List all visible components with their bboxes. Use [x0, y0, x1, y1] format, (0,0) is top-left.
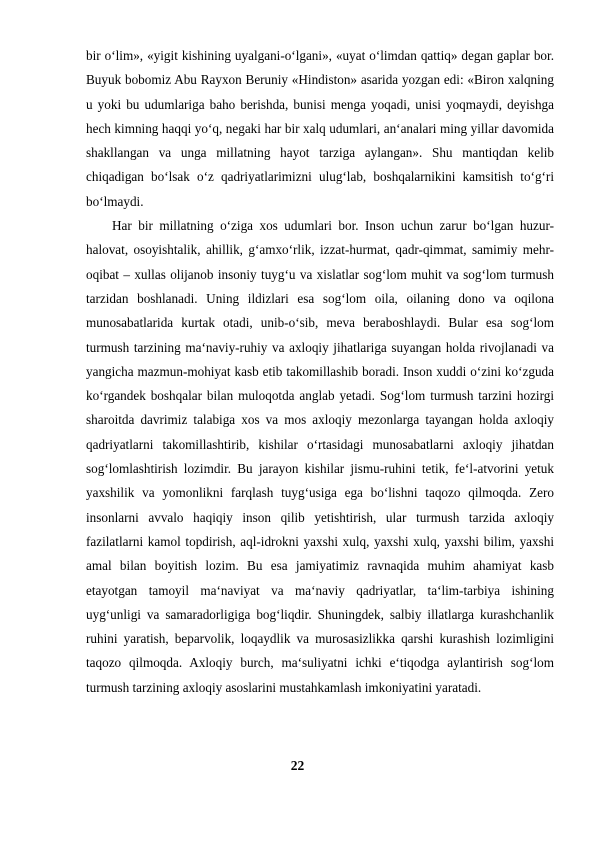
- body-text: [86, 44, 554, 700]
- paragraph-1: bir o‘lim», «yigit kishining uyalgani-o‘lgani», «uyat o‘limdan qattiq» degan gaplar bor. Buyuk bobomiz Abu Rayxon Beruniy «Hindiston» asarida yozgan edi: «Biron xalqning u yoki bu udumlariga baho berishda, bunisi menga yoqadi, unisi yoqmaydi, deyishga hech kimning haqqi yo‘q, negaki har bir xalq udumlari, an‘analari ming yillar davomida shakllangan va unga millatning hayot tarziga aylangan». Shu mantiqdan kelib chiqadigan bo‘lsak o‘z qadriyatlarimizni ulug‘lab, boshqalarnikini kamsitish to‘g‘ri bo‘lmaydi.: [86, 48, 554, 209]
- page-number: 22: [290, 758, 305, 773]
- paragraph-2: Har bir millatning o‘ziga xos udumlari bor. Inson uchun zarur bo‘lgan huzur-halovat, osoyishtalik, ahillik, g‘amxo‘rlik, izzat-hurmat, qadr-qimmat, samimiy mehr-oqibat – xullas olijanob insoniy tuyg‘u va xislatlar sog‘lom muhit va sog‘lom turmush tarzidan boshlanadi. Uning ildizlari esa sog‘lom oila, oilaning dono va oqilona munosabatlarida kurtak otadi, unib-o‘sib, meva beraboshlaydi. Bular esa sog‘lom turmush tarzining ma‘naviy-ruhiy va axloqiy jihatlariga suyangan holda rivojlanadi va yangicha mazmun-mohiyat kasb etib takomillashib boradi. Inson xuddi o‘zini ko‘zguda ko‘rgandek boshqalar bilan muloqotda anglab yetadi. Sog‘lom turmush tarzini hozirgi sharoitda davrimiz talabiga xos va mos axloqiy mezonlarga tayangan holda axloqiy qadriyatlarni takomillashtirib, kishilar o‘rtasidagi munosabatlarni axloqiy jihatdan sog‘lomlashtirish lozimdir. Bu jarayon kishilar jismu-ruhini tetik, fe‘l-atvorini yetuk yaxshilik va yomonlikni farqlash tuyg‘usiga ega bo‘lishni taqozo qilmoqda. Zero insonlarni avvalo haqiqiy inson qilib yetishtirish, ular turmush tarzida axloqiy fazilatlarni kamol topdirish, aql-idrokni yaxshi xulq, yaxshi xulq, yaxshi bilim, yaxshi amal bilan boyitish lozim. Bu esa jamiyatimiz ravnaqida muhim ahamiyat kasb etayotgan tamoyil ma‘naviyat va ma‘naviy qadriyatlar, ta‘lim-tarbiya ishining uyg‘unligi va samaradorligiga bog‘liqdir. Shuningdek, salbiy illatlarga kurashchanlik ruhini yaratish, beparvolik, loqaydlik va murosasizlikka qarshi kurashish lozimligini taqozo qilmoqda. Axloqiy burch, ma‘suliyatni ichki e‘tiqodga aylantirish sog‘lom turmush tarzining axloqiy asoslarini mustahkamlash imkoniyatini yaratadi.: [86, 218, 554, 695]
